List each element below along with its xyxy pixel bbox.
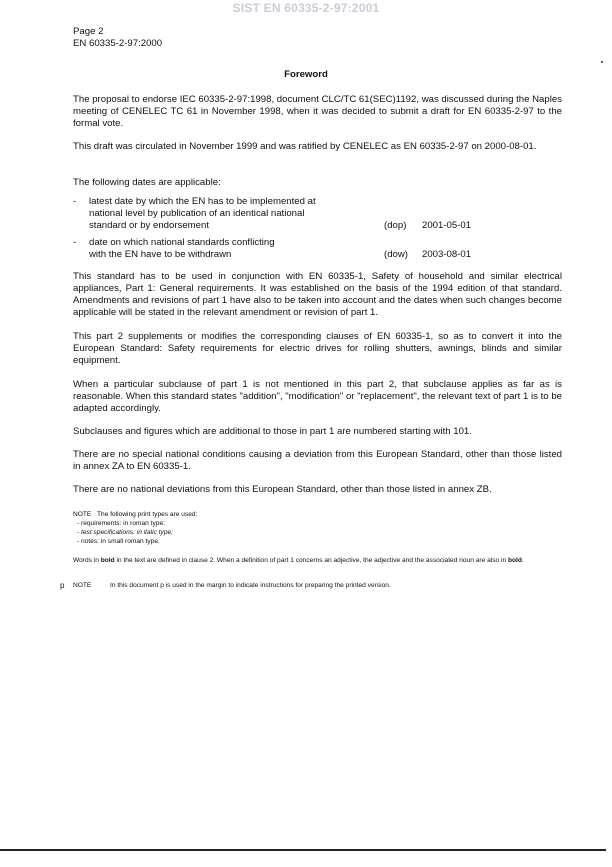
date-value: 2001-05-01 <box>422 220 472 231</box>
page-header <box>73 26 162 50</box>
paragraph-national-conditions: There are no special national conditions causing a deviation from this European Standard, other than those listed in annex ZA to EN 60335-1. <box>73 449 562 472</box>
note2-text: In this document p is used in the margin to indicate instructions for preparing the printed version. <box>110 582 391 589</box>
paragraph-draft: This draft was circulated in November 1999 and was ratified by CENELEC as EN 60335-2-97 on 2000-08-01. <box>73 141 537 152</box>
list-dash: - <box>73 196 77 207</box>
date-value: 2003-08-01 <box>422 249 472 260</box>
paragraph-proposal: The proposal to endorse IEC 60335-2-97:1998, document CLC/TC 61(SEC)1192, was discussed during the Naples meeting of CENELEC TC 61 in November 1998, when it was decided to submit a draft for EN 60335-2-97 to the formal vote. <box>73 94 562 129</box>
note-item-italic: - test specifications: in italic type; <box>77 529 174 536</box>
bottom-rule <box>0 849 606 851</box>
bold-note-text: . <box>521 557 524 564</box>
paragraph-subclause: When a particular subclause of part 1 is not mentioned in this part 2, that subclause applies as far as is reasonable. When this standard states "addition", "modification" or "replacement", the relevant text of part 1 is to be adapted accordingly. <box>73 379 562 414</box>
paragraph-dates-intro: The following dates are applicable: <box>73 177 221 188</box>
date-code: (dow) <box>384 249 408 260</box>
paragraph-national-deviations: There are no national deviations from this European Standard, other than those listed in annex ZB. <box>73 484 492 495</box>
note2-label: NOTE <box>73 582 92 589</box>
paragraph-numbering: Subclauses and figures which are additional to those in part 1 are numbered starting with 101. <box>73 426 472 437</box>
paragraph-conjunction: This standard has to be used in conjunction with EN 60335-1, Safety of household and similar electrical appliances, Part 1: General requirements. It was established on the basis of the 1994 edition of that standard. Amendments and revisions of part 1 have also to be taken into account and the dates when such changes become applicable will be stated in the relevant amendment or revision of part 1. <box>73 271 562 318</box>
page-title: Foreword <box>284 69 328 80</box>
bold-note-text: Words in <box>73 557 101 564</box>
list-item-text: date on which national standards conflicting with the EN have to be withdrawn <box>89 237 275 260</box>
bold-definition-note <box>73 557 563 566</box>
date-code: (dop) <box>384 220 407 231</box>
list-dash: - <box>73 237 77 248</box>
list-item-dow <box>73 237 493 261</box>
margin-dot <box>601 61 603 63</box>
note-item-small: - notes: in small roman type. <box>77 538 160 545</box>
list-item-dop <box>73 196 493 232</box>
watermark: SIST EN 60335-2-97:2001 <box>232 1 380 15</box>
note-intro: The following print types are used: <box>97 511 198 518</box>
list-item-text: latest date by which the EN has to be implemented at national level by publication of an identical national standard or by endorsement <box>89 196 316 231</box>
note-item-roman: - requirements: in roman type; <box>77 520 165 527</box>
paragraph-supplements: This part 2 supplements or modifies the corresponding clauses of EN 60335-1, so as to convert it into the European Standard: Safety requirements for electric drives for rolling shutters, awnings, blinds and similar equipment. <box>73 331 562 366</box>
bold-note-bold: bold <box>100 557 115 564</box>
note-label: NOTE <box>73 511 92 518</box>
bold-note-text: in the text are defined in clause 2. When a definition of part 1 concerns an adjective, the adjective and the associated noun are also in <box>114 557 508 564</box>
page-number: Page 2 <box>73 26 104 37</box>
bold-note-bold: bold <box>507 557 522 564</box>
margin-mark: p <box>60 581 65 590</box>
document-id: EN 60335-2-97:2000 <box>73 38 163 49</box>
